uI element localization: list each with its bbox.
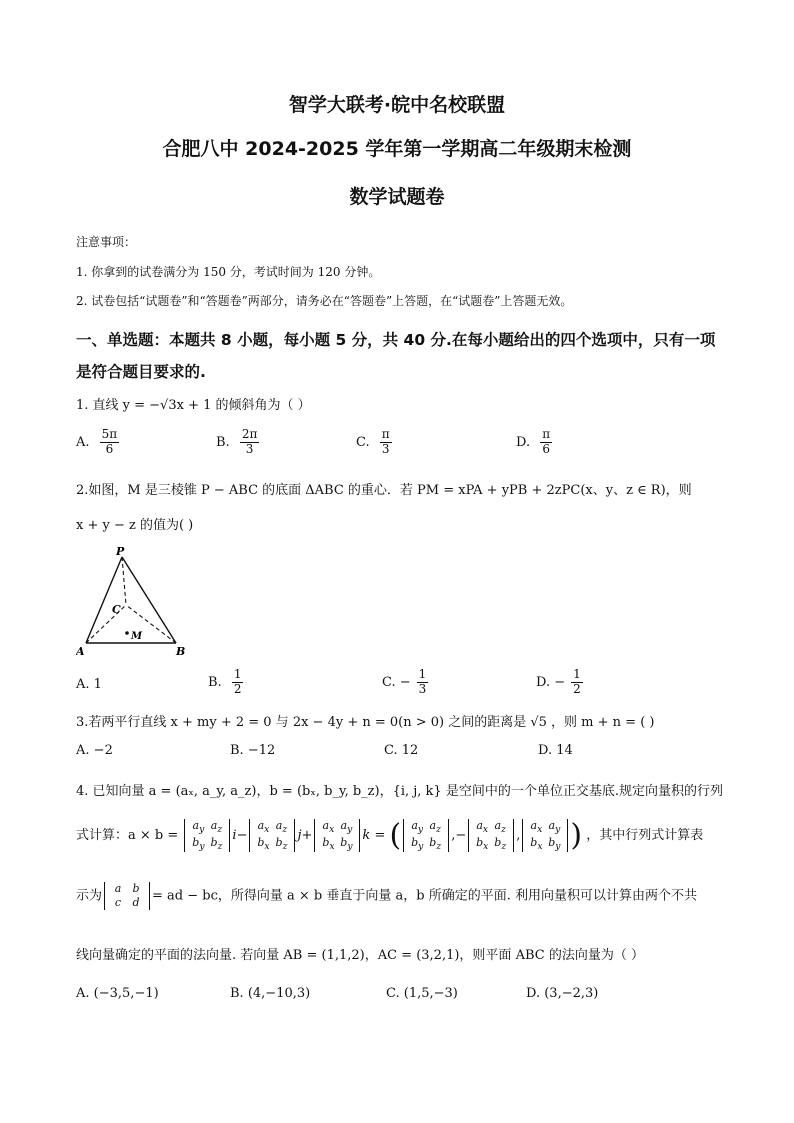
fraction: $\frac{2\pi}{3}$ [241,427,258,456]
option-label: C. [356,434,370,450]
q1-option-d [516,428,552,457]
label-a: A [76,645,85,658]
label-c: C [112,603,121,616]
notes-heading: 注意事项： [76,235,137,249]
q4-option-a: A. (−3,5,−1) [76,986,159,1001]
q3-option-b: B. −12 [230,743,276,758]
q4-option-d: D. (3,−2,3) [526,986,599,1001]
option-label: C. [382,674,396,690]
q4-option-b: B. (4,−10,3) [230,986,311,1001]
q4-stem-line4: 线向量确定的平面的法向量. 若向量 AB = (1,1,2)，AC = (3,2,1)，则平面 ABC 的法向量为（ ） [76,948,644,963]
edge-pc [122,557,126,605]
fraction: $\frac{1}{2}$ [233,667,242,696]
option-label: A. [76,677,90,692]
section-heading-line2: 是符合题目要求的. [76,363,206,381]
section-heading-line1: 一、单选题：本题共 8 小题，每小题 5 分，共 40 分.在每小题给出的四个选项中，只有一项 [76,331,716,349]
option-label: B. [216,434,230,450]
q1-stem: 1. 直线 y = −√3x + 1 的倾斜角为（ ） [76,398,311,413]
q3-option-d: D. 14 [538,743,573,758]
exam-title-line2: 合肥八中 2024-2025 学年第一学期高二年级期末检测 [162,138,632,160]
fraction: $\frac{\pi}{3}$ [381,427,390,456]
fraction: $\frac{5\pi}{6}$ [101,427,118,456]
q1-option-b [216,428,259,457]
sign: − [554,674,566,690]
exam-title-line3: 数学试题卷 [349,186,445,208]
label-b: B [176,645,186,658]
q4-stem-line1: 4. 已知向量 a = (aₓ, a_y, a_z)，b = (bₓ, b_y, b_z)，{i, j, k} 是空间中的一个单位正交基底.规定向量积的行列 [76,784,723,799]
notes-item-2: 2. 试卷包括“试题卷”和“答题卷”两部分，请务必在“答题卷”上答题，在“试题卷”上答题无效。 [76,294,573,308]
tetrahedron-figure [76,545,206,660]
q2-option-a [76,677,102,692]
option-label: D. [536,674,551,690]
q2-option-b [208,668,243,697]
q4-stem-line2: 式计算：$a \times b = a_y$ $a_z$ $b_y$ $b_zi-a_x$ $a_z$ $b_x$ $b_zj+a_x$ $a_y$ $b_x$ $b_yk$ = ( $a_y$ $a_z$ $b_y$ $b_z,-a_x$ $a_z$ $b_x$ $b_z,a_x$ $a_y$ $b_x$ $b_y$ ) ，其中行列式计算表 [76,818,704,853]
fraction: $\frac{1}{2}$ [573,667,581,696]
fraction: $\frac{\pi}{6}$ [542,427,551,456]
option-text: 1 [93,677,102,692]
sign: − [399,674,411,690]
q2-option-c [382,668,428,697]
point-m [125,631,129,635]
q2-stem-line2: x + y − z 的值为( ) [76,518,194,533]
option-label: B. [208,674,222,690]
label-m: M [131,631,143,642]
q1-option-c [356,428,392,457]
option-label: A. [76,434,90,450]
q4-option-c: C. (1,5,−3) [386,986,458,1001]
q1-option-a [76,428,119,457]
fraction: $\frac{1}{3}$ [418,667,427,696]
option-label: D. [516,434,531,450]
edge-pa [86,557,122,643]
exam-title-line1: 智学大联考·皖中名校联盟 [288,94,506,116]
label-p: P [116,545,125,558]
q3-stem: 3.若两平行直线 x + my + 2 = 0 与 2x − 4y + n = 0(n > 0) 之间的距离是 √5 ，则 m + n = ( ) [76,715,655,730]
q2-option-d [536,668,583,697]
q2-stem-line1: 2.如图，M 是三棱锥 P − ABC 的底面 ΔABC 的重心．若 PM = xPA + yPB + 2zPC(x、y、z ∈ R)，则 [76,483,692,498]
q4-stem-line3: 示为 a b c d = ad − bc，所得向量 a × b 垂直于向量 a，b 所确定的平面. 利用向量积可以计算由两个不共 [76,882,697,909]
q3-option-a: A. −2 [76,743,113,758]
notes-item-1: 1. 你拿到的试卷满分为 150 分，考试时间为 120 分钟。 [76,265,381,279]
q3-option-c: C. 12 [384,743,419,758]
